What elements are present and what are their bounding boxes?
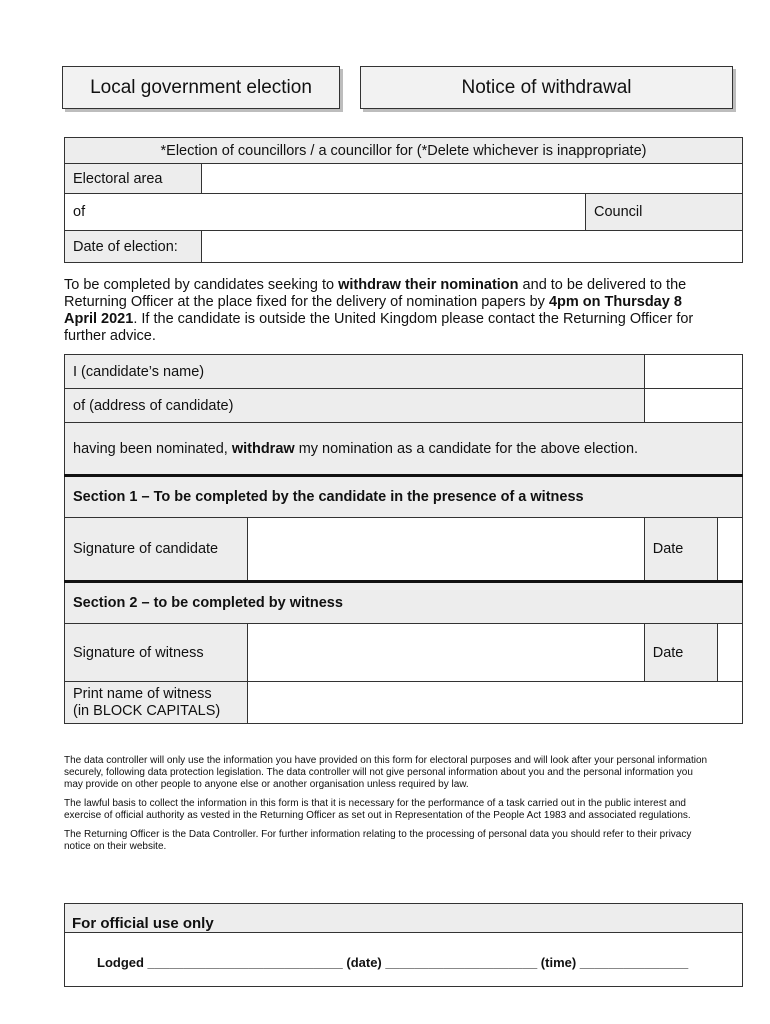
candidate-address-label: of (address of candidate) bbox=[65, 389, 645, 423]
council-label: Council bbox=[586, 194, 743, 231]
instructions-text-1: To be completed by candidates seeking to bbox=[64, 277, 339, 293]
signature-candidate-field[interactable] bbox=[248, 518, 645, 582]
date-of-election-label: Date of election: bbox=[65, 231, 202, 263]
council-of-field[interactable] bbox=[65, 194, 586, 231]
candidate-address-field[interactable] bbox=[644, 389, 742, 423]
print-name-field[interactable] bbox=[248, 682, 743, 724]
candidate-name-field[interactable] bbox=[644, 355, 742, 389]
statement-text-1: having been nominated, bbox=[73, 440, 232, 457]
electoral-area-field[interactable] bbox=[202, 164, 743, 194]
signature-candidate-label: Signature of candidate bbox=[65, 518, 248, 582]
date-field-2[interactable] bbox=[717, 624, 742, 682]
statement-bold: withdraw bbox=[231, 440, 295, 457]
signature-witness-label: Signature of witness bbox=[65, 624, 248, 682]
instructions-bold-1: withdraw their nomination bbox=[338, 277, 519, 293]
instructions-text-2: and to be delivered to the Returning Officer at the place fixed for the delivery of nomination papers by bbox=[64, 277, 687, 310]
signature-witness-field[interactable] bbox=[248, 624, 645, 682]
privacy-paragraph-3: The Returning Officer is the Data Controller. For further information relating to the processing of personal data you should refer to their privacy notice on their website. bbox=[64, 829, 692, 852]
election-type-box bbox=[62, 66, 340, 109]
instructions-text-3: . If the candidate is outside the United Kingdom please contact the Returning Officer for further advice. bbox=[64, 311, 694, 344]
form-title: Notice of withdrawal bbox=[461, 76, 632, 98]
lodged-line: Lodged ___________________________ (date) _____________________ (time) _______________ bbox=[97, 955, 689, 970]
election-type-title: Local government election bbox=[90, 76, 312, 98]
date-label-1: Date bbox=[644, 518, 717, 582]
print-name-line-1: Print name of witness bbox=[73, 685, 212, 702]
of-label: of bbox=[73, 204, 86, 220]
instructions-bold-2: 4pm on Thursday 8 April 2021 bbox=[64, 294, 682, 327]
candidate-table bbox=[64, 354, 743, 724]
instructions bbox=[64, 277, 704, 345]
privacy-paragraph-1: The data controller will only use the information you have provided on this form for electoral purposes and will look after your personal information securely, following data protection legislation. The data controller will not give personal information about you and the personal information you may provide on other people to anyone else or another organisation unless required by law. bbox=[64, 755, 708, 790]
official-use-heading: For official use only bbox=[65, 904, 742, 933]
privacy-notice bbox=[64, 755, 714, 853]
statement-text-2: my nomination as a candidate for the above election. bbox=[294, 440, 639, 457]
print-name-line-2: (in BLOCK CAPITALS) bbox=[73, 702, 221, 719]
official-use-box bbox=[64, 903, 743, 987]
election-details-table bbox=[64, 137, 743, 263]
election-heading: *Election of councillors / a councillor for (*Delete whichever is inappropriate) bbox=[65, 138, 743, 164]
date-of-election-field[interactable] bbox=[202, 231, 743, 263]
withdrawal-statement bbox=[65, 423, 743, 476]
print-name-label bbox=[65, 682, 248, 724]
section-1-heading: Section 1 – To be completed by the candidate in the presence of a witness bbox=[65, 476, 743, 518]
candidate-name-label: I (candidate’s name) bbox=[65, 355, 645, 389]
electoral-area-label: Electoral area bbox=[65, 164, 202, 194]
date-label-2: Date bbox=[644, 624, 717, 682]
form-title-box bbox=[360, 66, 733, 109]
section-2-heading: Section 2 – to be completed by witness bbox=[65, 582, 743, 624]
date-field-1[interactable] bbox=[717, 518, 742, 582]
privacy-paragraph-2: The lawful basis to collect the information in this form is that it is necessary for the performance of a task carried out in the public interest and exercise of official authority as vested in the Returning Officer as set out in Representation of the People Act 1983 and associated regulations. bbox=[64, 798, 691, 821]
